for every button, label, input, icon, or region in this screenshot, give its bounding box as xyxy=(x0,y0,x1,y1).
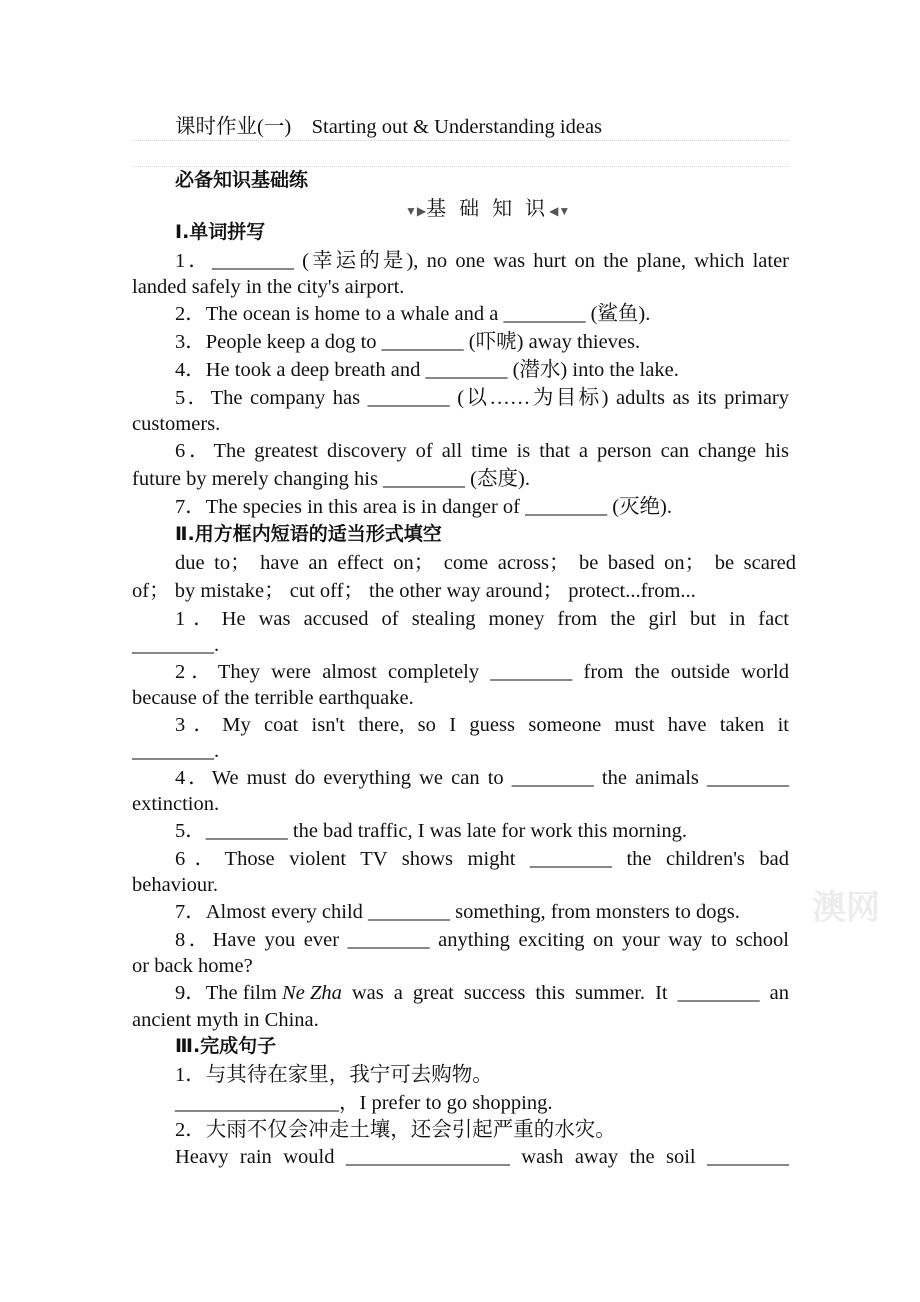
dotted-guide-line xyxy=(132,140,789,141)
question-line: or back home? xyxy=(132,955,253,977)
page-title: 课时作业(一) Starting out & Understanding ideas xyxy=(175,116,603,138)
film-title: Ne Zha xyxy=(282,982,342,1004)
question-line: 3．My coat isn't there, so I guess someone must have taken it xyxy=(175,714,789,736)
answer-line: Heavy rain would ________________ wash away the soil ________ xyxy=(175,1146,789,1168)
question-line: because of the terrible earthquake. xyxy=(132,687,414,709)
question-line: ________. xyxy=(132,740,220,762)
question-text: was a great success this summer. It ________ an xyxy=(341,982,789,1004)
triangle-marks-right-icon: ◀▼ xyxy=(549,204,571,218)
question-line: future by merely changing his ________ (态度). xyxy=(132,468,530,490)
question-line: 2．The ocean is home to a whale and a ________ (鲨鱼). xyxy=(175,303,651,325)
question-line: customers. xyxy=(132,413,221,435)
question-line-ne-zha xyxy=(175,980,789,1006)
question-line: 1．________ (幸运的是), no one was hurt on the plane, which later xyxy=(175,250,789,272)
answer-line: ________________，I prefer to go shopping. xyxy=(175,1092,553,1114)
triangle-marks-left-icon: ▼▶ xyxy=(405,204,427,218)
phrase-box-line: of； by mistake； cut off； the other way around； protect...from... xyxy=(132,580,696,602)
question-line: landed safely in the city's airport. xyxy=(132,276,405,298)
section-heading-phrases: Ⅱ.用方框内短语的适当形式填空 xyxy=(175,523,442,545)
question-line: 2．大雨不仅会冲走土壤，还会引起严重的水灾。 xyxy=(175,1119,616,1141)
watermark-logo: 澳网 xyxy=(812,888,880,928)
section-heading-spelling: Ⅰ.单词拼写 xyxy=(175,221,266,243)
section-heading-complete-sentences: Ⅲ.完成句子 xyxy=(175,1035,277,1057)
question-line: 7．The species in this area is in danger of ________ (灭绝). xyxy=(175,496,673,518)
question-line: 1．He was accused of stealing money from the girl but in fact xyxy=(175,608,789,630)
question-line: 1．与其待在家里，我宁可去购物。 xyxy=(175,1064,493,1086)
question-line: 7．Almost every child ________ something, from monsters to dogs. xyxy=(175,901,740,923)
question-line: 4．He took a deep breath and ________ (潜水) into the lake. xyxy=(175,359,679,381)
question-line: extinction. xyxy=(132,793,220,815)
question-line: 8．Have you ever ________ anything exciting on your way to school xyxy=(175,929,789,951)
question-text: 9．The film xyxy=(175,982,283,1004)
question-line: 2．They were almost completely ________ from the outside world xyxy=(175,661,789,683)
phrase-box-line: due to； have an effect on； come across； be based on； be scared xyxy=(175,552,796,574)
basic-knowledge-banner xyxy=(405,196,570,224)
question-line: behaviour. xyxy=(132,874,218,896)
banner-label: 基 础 知 识 xyxy=(426,198,550,220)
question-line: 6．The greatest discovery of all time is that a person can change his xyxy=(175,440,789,462)
question-line: ancient myth in China. xyxy=(132,1009,319,1031)
question-line: 5．The company has ________ (以……为目标) adults as its primary xyxy=(175,387,789,409)
question-line: 4．We must do everything we can to ________ the animals ________ xyxy=(175,767,789,789)
question-line: 5．________ the bad traffic, I was late for work this morning. xyxy=(175,820,688,842)
question-line: 6．Those violent TV shows might ________ the children's bad xyxy=(175,848,789,870)
question-line: 3．People keep a dog to ________ (吓唬) away thieves. xyxy=(175,331,641,353)
question-line: ________. xyxy=(132,634,220,656)
section-subtitle: 必备知识基础练 xyxy=(175,169,309,191)
